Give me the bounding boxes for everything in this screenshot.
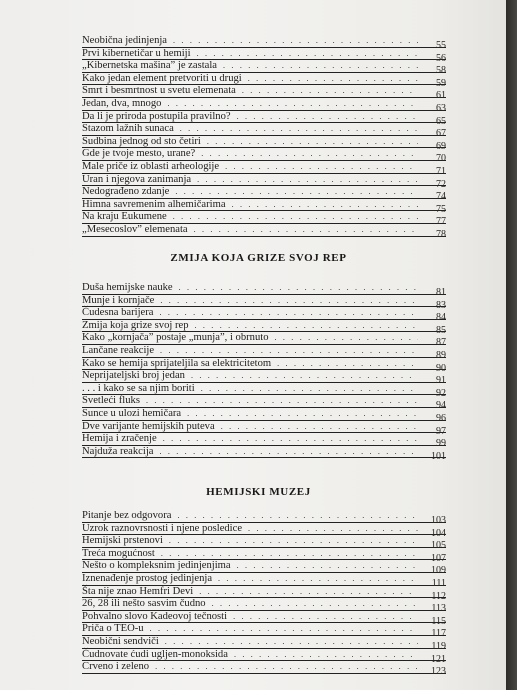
toc-entry-title: Da li je priroda postupila pravilno?: [82, 110, 231, 122]
toc-entry-page-number: 90: [436, 362, 446, 374]
book-gutter: [506, 0, 517, 690]
dot-leader: [163, 433, 418, 445]
dot-leader: [146, 395, 418, 407]
toc-entry-page-number: 103: [431, 515, 446, 526]
toc-entry-title: Neobični sendviči: [82, 635, 159, 647]
toc-entry-title: Neprijateljski broj jedan: [82, 370, 185, 382]
toc-entry-page-number: 84: [436, 312, 446, 324]
dot-leader: [212, 598, 418, 610]
toc-entry-title: Prvi kibernetičar u hemiji: [82, 47, 191, 59]
toc-entry-page-number: 69: [436, 140, 446, 152]
toc-section-2: [82, 282, 446, 462]
toc-entry-title: Stazom lažnih sunaca: [82, 123, 174, 135]
dot-leader: [207, 136, 418, 148]
toc-entry: [82, 198, 446, 215]
toc-entry-title: Priča o TEO-u: [82, 623, 144, 635]
toc-entry-page-number: 92: [436, 387, 446, 399]
toc-entry: [82, 420, 446, 437]
toc-entry-page-number: 121: [431, 653, 446, 665]
toc-entry: [82, 433, 446, 450]
toc-entry: [82, 60, 446, 77]
toc-entry: [82, 72, 446, 89]
toc-entry: [82, 307, 446, 324]
toc-section-1: [82, 35, 446, 240]
toc-entry-title: Iznenađenje prostog jedinjenja: [82, 572, 213, 584]
dot-leader: [159, 307, 418, 319]
toc-entry-title: Smrt i besmrtnost u svetu elemenata: [82, 85, 236, 97]
dot-leader: [165, 636, 418, 648]
toc-entry: [82, 160, 446, 177]
toc-entry-page-number: 67: [436, 128, 446, 140]
toc-entry-page-number: 59: [436, 77, 446, 89]
toc-entry: [82, 445, 446, 462]
dot-leader: [234, 649, 418, 661]
toc-entry-title: Pitanje bez odgovora: [82, 510, 172, 521]
toc-entry-title: Dve varijante hemijskih puteva: [82, 420, 215, 432]
toc-entry-title: Najduža reakcija: [82, 445, 154, 457]
toc-entry-page-number: 77: [436, 216, 446, 228]
dot-leader: [242, 85, 418, 97]
toc-entry-page-number: 71: [436, 165, 446, 177]
toc-entry-page-number: 61: [436, 90, 446, 102]
toc-entry-page-number: 97: [436, 425, 446, 437]
toc-entry-title: Kako se hemija sprijateljila sa elektricitetom: [82, 357, 272, 369]
toc-entry: [82, 332, 446, 349]
dot-leader: [275, 332, 419, 344]
toc-entry-page-number: 101: [431, 450, 446, 462]
toc-entry-title: „Kibernetska mašina” je zastala: [82, 60, 218, 72]
toc-entry-page-number: 107: [431, 552, 446, 564]
toc-entry-page-number: 109: [431, 565, 446, 577]
toc-entry-page-number: 89: [436, 349, 446, 361]
dot-leader: [187, 408, 418, 420]
toc-entry: [82, 395, 446, 412]
toc-entry: [82, 370, 446, 387]
dot-leader: [237, 560, 418, 572]
toc-section-3: [82, 510, 446, 678]
dot-leader: [177, 510, 418, 522]
toc-entry: [82, 572, 446, 589]
toc-entry: [82, 173, 446, 190]
toc-entry: [82, 610, 446, 627]
toc-entry-page-number: 72: [436, 178, 446, 190]
toc-entry-page-number: 91: [436, 375, 446, 387]
toc-entry-title: Hemijski prstenovi: [82, 535, 163, 547]
toc-entry: [82, 535, 446, 552]
toc-entry-title: Uzrok raznovrsnosti i njene posledice: [82, 522, 243, 534]
dot-leader: [191, 370, 418, 382]
dot-leader: [173, 35, 418, 47]
toc-entry: [82, 623, 446, 640]
toc-entry: [82, 357, 446, 374]
toc-entry: [82, 407, 446, 424]
dot-leader: [159, 446, 418, 458]
toc-entry-page-number: 105: [431, 540, 446, 552]
toc-entry-title: Kako „kornjača” postaje „munja”, i obrnuto: [82, 332, 269, 344]
toc-entry-page-number: 70: [436, 153, 446, 165]
toc-entry-page-number: 83: [436, 299, 446, 311]
dot-leader: [248, 523, 418, 535]
dot-leader: [248, 73, 418, 85]
toc-entry-page-number: 55: [436, 40, 446, 51]
toc-entry-page-number: 115: [431, 615, 446, 627]
toc-entry-title: Sudbina jednog od sto četiri: [82, 135, 201, 147]
toc-entry-page-number: 113: [431, 603, 446, 615]
toc-entry-title: Nešto o kompleksnim jedinjenjima: [82, 560, 231, 572]
toc-entry: [82, 560, 446, 577]
toc-entry-title: Duša hemijske nauke: [82, 282, 173, 293]
toc-entry-page-number: 78: [436, 228, 446, 240]
toc-entry: [82, 110, 446, 127]
entry-underline: [82, 673, 446, 674]
toc-entry: [82, 635, 446, 652]
toc-entry: [82, 547, 446, 564]
toc-entry-title: Lančane reakcije: [82, 344, 155, 356]
dot-leader: [167, 98, 418, 110]
toc-entry-title: Hemija i zračenje: [82, 433, 157, 445]
toc-entry: [82, 148, 446, 165]
toc-entry-title: Sunce u ulozi hemičara: [82, 407, 182, 419]
toc-entry-title: Treća mogućnost: [82, 547, 155, 559]
toc-entry-title: Himna savremenim alhemičarima: [82, 198, 226, 210]
toc-entry-page-number: 119: [431, 640, 446, 652]
toc-entry-page-number: 112: [431, 590, 446, 602]
toc-entry-page-number: 96: [436, 412, 446, 424]
toc-entry-page-number: 94: [436, 400, 446, 412]
dot-leader: [150, 623, 418, 635]
toc-entry-page-number: 63: [436, 102, 446, 114]
dot-leader: [232, 199, 418, 211]
toc-entry: [82, 47, 446, 64]
entry-underline: [82, 457, 446, 458]
dot-leader: [277, 358, 418, 370]
toc-entry-page-number: 104: [431, 527, 446, 539]
toc-entry-page-number: 99: [436, 438, 446, 450]
toc-entry-title: Jedan, dva, mnogo: [82, 97, 162, 109]
dot-leader: [160, 295, 418, 307]
dot-leader: [194, 224, 418, 236]
toc-entry: [82, 282, 446, 298]
toc-entry-title: Male priče iz oblasti arheologije: [82, 160, 220, 172]
dot-leader: [173, 211, 418, 223]
dot-leader: [221, 421, 418, 433]
dot-leader: [201, 148, 418, 160]
dot-leader: [160, 345, 418, 357]
toc-entry: [82, 186, 446, 203]
toc-entry: [82, 294, 446, 311]
toc-entry: [82, 319, 446, 336]
toc-entry-title: Čudnovate ćudi ugljen-monoksida: [82, 648, 228, 660]
dot-leader: [233, 611, 418, 623]
dot-leader: [223, 60, 418, 72]
dot-leader: [195, 320, 419, 332]
toc-entry: [82, 223, 446, 240]
toc-entry-title: Čudesna barijera: [82, 307, 154, 319]
toc-entry-page-number: 87: [436, 337, 446, 349]
toc-entry-title: Pohvalno slovo Kadeovoj tečnosti: [82, 610, 228, 622]
toc-entry-page-number: 123: [431, 666, 446, 678]
dot-leader: [197, 48, 418, 60]
dot-leader: [179, 282, 418, 294]
dot-leader: [197, 174, 418, 186]
section-heading-zmija: ZMIJA KOJA GRIZE SVOJ REP: [170, 252, 347, 264]
toc-entry-page-number: 111: [431, 577, 446, 589]
toc-entry: [82, 344, 446, 361]
toc-entry-title: Gde je tvoje mesto, urane?: [82, 148, 196, 160]
dot-leader: [180, 123, 418, 135]
dot-leader: [169, 535, 418, 547]
toc-entry-title: Šta nije znao Hemfri Devi: [82, 585, 194, 597]
toc-entry: [82, 510, 446, 526]
toc-entry-title: . . . i kako se sa njim boriti: [82, 382, 195, 394]
dot-leader: [175, 186, 418, 198]
toc-entry-title: „Mesecoslov” elemenata: [82, 223, 188, 235]
toc-entry: [82, 211, 446, 228]
dot-leader: [199, 586, 418, 598]
section-heading-hemijski-muzej: HEMIJSKI MUZEJ: [206, 486, 311, 498]
toc-entry-page-number: 117: [431, 628, 446, 640]
toc-entry-title: Svetleći fluks: [82, 395, 140, 407]
toc-entry-title: Neobična jedinjenja: [82, 35, 168, 46]
toc-entry-title: Crveno i zeleno: [82, 661, 150, 673]
toc-entry-title: Munje i kornjače: [82, 294, 155, 306]
dot-leader: [237, 111, 418, 123]
toc-entry: [82, 661, 446, 678]
entry-underline: [82, 236, 446, 237]
toc-entry: [82, 585, 446, 602]
toc-entry-title: Na kraju Eukumene: [82, 211, 167, 223]
toc-entry-page-number: 85: [436, 324, 446, 336]
toc-entry-title: Zmija koja grize svoj rep: [82, 319, 189, 331]
toc-entry: [82, 648, 446, 665]
dot-leader: [201, 383, 418, 395]
toc-entry: [82, 97, 446, 114]
dot-leader: [155, 661, 418, 673]
toc-entry-title: Uran i njegova zanimanja: [82, 173, 192, 185]
toc-entry: [82, 382, 446, 399]
toc-entry-page-number: 56: [436, 52, 446, 64]
toc-entry-title: 26, 28 ili nešto sasvim čudno: [82, 598, 206, 610]
toc-entry-title: Nedograđeno zdanje: [82, 186, 170, 198]
toc-entry: [82, 85, 446, 102]
toc-entry-page-number: 75: [436, 203, 446, 215]
toc-entry: [82, 135, 446, 152]
toc-entry-page-number: 81: [436, 287, 446, 298]
toc-entry-page-number: 74: [436, 191, 446, 203]
toc-entry: [82, 598, 446, 615]
dot-leader: [218, 573, 418, 585]
toc-entry: [82, 123, 446, 140]
toc-entry-page-number: 58: [436, 65, 446, 77]
toc-entry-page-number: 65: [436, 115, 446, 127]
toc-entry: [82, 522, 446, 539]
dot-leader: [225, 161, 418, 173]
toc-entry: [82, 35, 446, 51]
toc-entry-title: Kako jedan element pretvoriti u drugi: [82, 72, 242, 84]
dot-leader: [161, 548, 418, 560]
